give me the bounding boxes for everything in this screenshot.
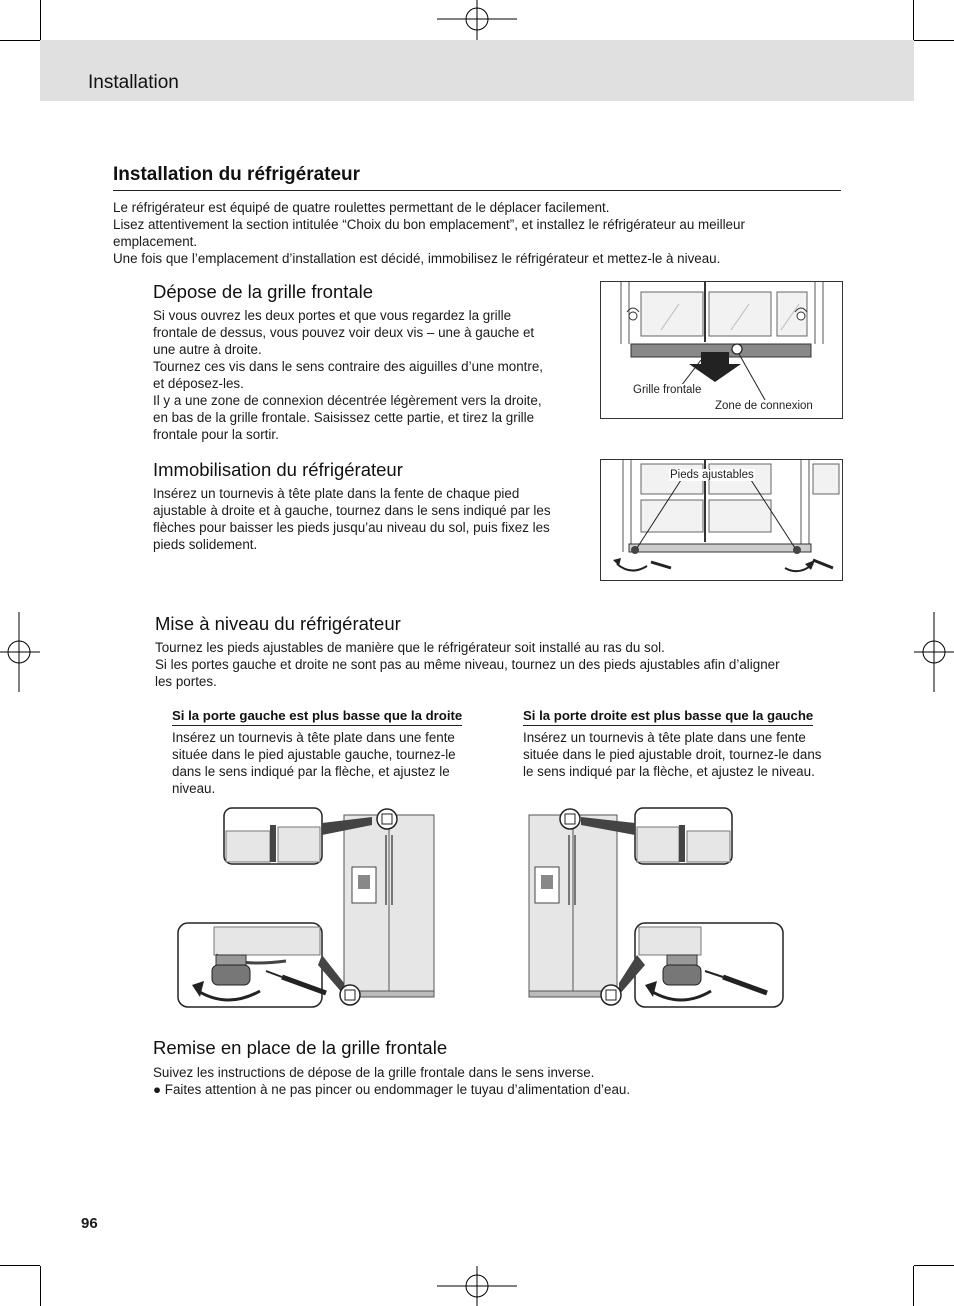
right-door-line: située dans le pied ajustable droit, tournez-le dans	[523, 747, 822, 762]
registration-mark-bottom	[437, 1266, 517, 1306]
immobilisation-heading: Immobilisation du réfrigérateur	[153, 459, 403, 480]
depose-line: et déposez-les.	[153, 376, 244, 391]
immobilisation-line: pieds solidement.	[153, 537, 258, 552]
depose-paragraph	[153, 307, 583, 443]
immobilisation-line: flèches pour baisser les pieds jusqu’au niveau du sol, puis fixez les	[153, 520, 550, 535]
page-number: 96	[81, 1215, 98, 1232]
intro-line: Le réfrigérateur est équipé de quatre roulettes permettant de le déplacer facilement.	[113, 200, 610, 215]
reinstall-line: Suivez les instructions de dépose de la grille frontale dans le sens inverse.	[153, 1065, 595, 1080]
immobilisation-paragraph	[153, 485, 583, 553]
left-door-lower-heading: Si la porte gauche est plus basse que la droite	[172, 708, 462, 726]
left-door-line: niveau.	[172, 781, 216, 796]
left-door-line: située dans le pied ajustable gauche, tournez-le	[172, 747, 456, 762]
depose-line: frontale de dessus, vous pouvez voir deux vis – une à gauche et	[153, 325, 535, 340]
right-door-line: le sens indiqué par la flèche, et ajustez le niveau.	[523, 764, 815, 779]
depose-line: frontale pour la sortir.	[153, 427, 279, 442]
depose-line: Tournez ces vis dans le sens contraire des aiguilles d’une montre,	[153, 359, 544, 374]
leveling-heading: Mise à niveau du réfrigérateur	[155, 613, 401, 634]
depose-line: en bas de la grille frontale. Saisissez cette partie, et tirez la grille	[153, 410, 535, 425]
leveling-line: Tournez les pieds ajustables de manière que le réfrigérateur soit installé au ras du sol.	[155, 640, 665, 655]
immobilisation-line: Insérez un tournevis à tête plate dans la fente de chaque pied	[153, 486, 520, 501]
reinstall-line: ● Faites attention à ne pas pincer ou endommager le tuyau d’alimentation d’eau.	[153, 1082, 631, 1097]
figure-front-grille-removal	[600, 281, 843, 419]
front-grille-illustration	[601, 282, 842, 418]
right-door-line: Insérez un tournevis à tête plate dans une fente	[523, 730, 806, 745]
registration-mark-left	[0, 612, 40, 692]
reinstall-paragraph	[153, 1064, 843, 1098]
depose-heading: Dépose de la grille frontale	[153, 281, 374, 302]
left-door-lower-paragraph	[172, 729, 492, 797]
depose-line: Il y a une zone de connexion décentrée légèrement vers la droite,	[153, 393, 542, 408]
label-adjustable-feet: Pieds ajustables	[670, 469, 754, 481]
immobilisation-line: ajustable à droite et à gauche, tournez dans le sens indiqué par les	[153, 503, 551, 518]
page-title: Installation du réfrigérateur	[113, 164, 361, 185]
left-foot-adjustment-illustration	[176, 805, 438, 1010]
right-door-lower-heading: Si la porte droite est plus basse que la gauche	[523, 708, 813, 726]
reinstall-heading: Remise en place de la grille frontale	[153, 1037, 448, 1058]
title-divider	[113, 190, 841, 191]
section-header-title: Installation	[88, 72, 179, 93]
leveling-paragraph	[155, 639, 845, 690]
depose-line: une autre à droite.	[153, 342, 262, 357]
depose-line: Si vous ouvrez les deux portes et que vous regardez la grille	[153, 308, 512, 323]
registration-mark-top	[437, 0, 517, 40]
label-front-grille: Grille frontale	[633, 384, 702, 396]
leveling-line: Si les portes gauche et droite ne sont pas au même niveau, tournez un des pieds ajustables afin d’aligner	[155, 657, 780, 672]
label-connection-zone: Zone de connexion	[715, 400, 813, 412]
figure-adjustable-feet	[600, 459, 843, 581]
intro-line: Une fois que l’emplacement d’installation est décidé, immobilisez le réfrigérateur et mettez-le à niveau.	[113, 251, 721, 266]
leveling-line: les portes.	[155, 674, 217, 689]
left-door-line: dans le sens indiqué par la flèche, et ajustez le	[172, 764, 450, 779]
intro-line: emplacement.	[113, 234, 198, 249]
intro-line: Lisez attentivement la section intitulée “Choix du bon emplacement”, et installez le réfrigérateur au meilleur	[113, 217, 745, 232]
right-door-lower-paragraph	[523, 729, 848, 780]
registration-mark-right	[914, 612, 954, 692]
right-foot-adjustment-illustration	[527, 805, 787, 1010]
left-door-line: Insérez un tournevis à tête plate dans une fente	[172, 730, 455, 745]
intro-paragraph	[113, 199, 843, 267]
